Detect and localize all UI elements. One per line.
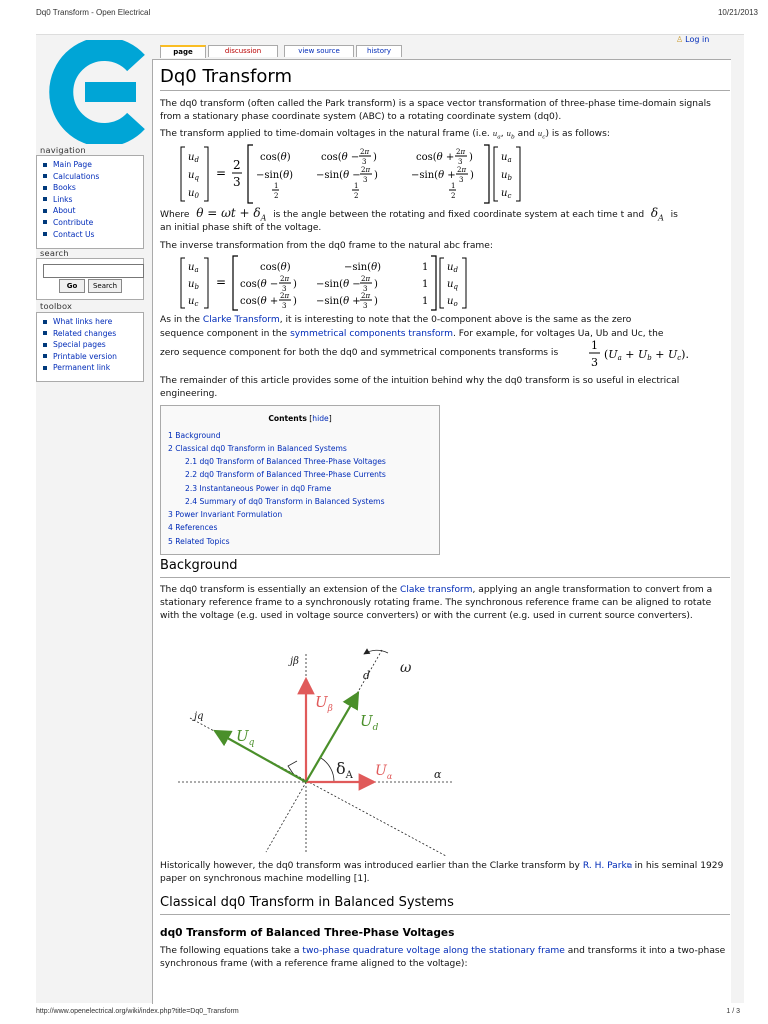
svg-text:1: 1	[422, 262, 429, 273]
svg-text:(Ua + Ub + Uc).: (Ua + Ub + Uc).	[604, 348, 689, 362]
svg-text:3: 3	[233, 175, 241, 189]
svg-text:cos(θ +: cos(θ +	[416, 152, 455, 163]
svg-text:3: 3	[282, 285, 287, 293]
toc-item-references[interactable]: 4 References	[168, 523, 218, 532]
nav-about[interactable]: About	[41, 205, 139, 217]
bullet-icon	[43, 174, 47, 178]
tab-page[interactable]: page	[160, 45, 206, 58]
svg-text:3: 3	[459, 176, 464, 184]
u-d-label: $U_d$	[360, 712, 379, 733]
bullet-icon	[43, 220, 47, 224]
toc-item-power[interactable]: 2.3 Instantaneous Power in dq0 Frame	[185, 484, 332, 493]
clarke-transform-link[interactable]: Clarke Transform	[202, 315, 280, 325]
toc-item-voltages[interactable]: 2.1 dq0 Transform of Balanced Three-Phase Voltages	[185, 457, 386, 466]
svg-text:−sin(θ +: −sin(θ +	[411, 170, 456, 181]
bullet-icon	[43, 186, 47, 190]
nav-books[interactable]: Books	[41, 182, 139, 194]
svg-text:3: 3	[282, 302, 287, 310]
zero-sequence-equation	[588, 336, 708, 370]
toc-item-currents[interactable]: 2.2 dq0 Transform of Balanced Three-Phase Currents	[185, 470, 386, 479]
background-heading: Background	[160, 558, 238, 573]
svg-text:3: 3	[591, 356, 598, 369]
svg-text:3: 3	[458, 158, 463, 166]
navigation-title: navigation	[40, 145, 86, 155]
external-link-icon: ⧉	[626, 862, 632, 870]
page-title: Dq0 Transform	[160, 66, 292, 87]
symmetrical-components-link[interactable]: symmetrical components transform	[290, 329, 453, 339]
svg-text:cos(θ −: cos(θ −	[321, 152, 360, 163]
tab-view-source[interactable]: view source	[284, 45, 354, 57]
nav-contribute[interactable]: Contribute	[41, 217, 139, 229]
user-icon: ♙	[676, 35, 684, 44]
nav-contact-us[interactable]: Contact Us	[41, 229, 139, 241]
svg-text:): )	[469, 152, 473, 163]
search-title: search	[40, 248, 69, 258]
applied-paragraph: The transform applied to time-domain voltages in the natural frame (i.e. $u_a$, $u_b$ and $u_c$) is as follows:	[160, 129, 610, 141]
inverse-transform-equation	[178, 255, 478, 311]
toolbox-title: toolbox	[40, 301, 73, 311]
nav-links[interactable]: Links	[41, 194, 139, 206]
delta-a-label: $\delta_A$	[336, 759, 353, 781]
ub-symbol: $u_b$	[506, 130, 515, 141]
omega-rotation-arrow	[364, 650, 388, 654]
section-rule	[160, 914, 730, 915]
svg-text:2π: 2π	[360, 148, 370, 156]
go-button[interactable]: Go	[59, 279, 85, 293]
toc-item-power-invariant[interactable]: 3 Power Invariant Formulation	[168, 510, 283, 519]
svg-text:2π: 2π	[457, 166, 467, 174]
svg-text:−sin(θ): −sin(θ)	[344, 262, 381, 273]
svg-text:2: 2	[451, 192, 456, 200]
svg-text:ub: $u_b$	[501, 170, 512, 182]
section-rule	[160, 577, 730, 578]
print-header	[0, 0, 768, 18]
svg-text:1: 1	[451, 182, 456, 190]
svg-text:−sin(θ −: −sin(θ −	[316, 170, 361, 181]
svg-text:−sin(θ −: −sin(θ −	[316, 279, 361, 290]
svg-text:2π: 2π	[361, 275, 371, 283]
svg-text:uo: $u_o$	[447, 296, 458, 308]
svg-text:2π: 2π	[361, 292, 371, 300]
svg-text:2π: 2π	[280, 275, 290, 283]
svg-text:ub: $u_b$	[188, 279, 199, 291]
svg-text:ua: $u_a$	[188, 262, 199, 274]
bullet-icon	[43, 366, 47, 370]
u-beta-label: $U_\beta$	[315, 693, 333, 714]
site-logo[interactable]	[38, 40, 152, 144]
svg-text:1: 1	[274, 182, 279, 190]
voltages-subheading: dq0 Transform of Balanced Three-Phase Voltages	[160, 927, 455, 939]
bullet-icon	[43, 331, 47, 335]
toolbox-special-pages[interactable]: Special pages	[41, 339, 139, 351]
bullet-icon	[43, 232, 47, 236]
svg-text:3: 3	[363, 285, 368, 293]
theta-expression: $\theta = \omega t + \delta_A$	[192, 206, 267, 223]
historical-paragraph: Historically however, the dq0 transform was introduced earlier than the Clarke transform by R. H. Park⧉ in his seminal 1929 paper on synchronous machine modelling [1].	[160, 861, 724, 885]
alpha-label: α	[434, 768, 442, 781]
svg-text:ud: $u_d$	[188, 152, 199, 164]
classical-heading: Classical dq0 Transform in Balanced Systems	[160, 895, 454, 910]
classical-paragraph: The following equations take a two-phase quadrature voltage along the stationary frame and transforms it into a two-phase synchronous frame (with a reference frame aligned to the voltage):	[160, 946, 726, 970]
navigation-box	[36, 155, 144, 249]
svg-text:uq: $u_q$	[188, 170, 199, 182]
toc-item-classical[interactable]: 2 Classical dq0 Transform in Balanced Systems	[168, 444, 347, 453]
uc-symbol: $u_c$	[537, 130, 546, 141]
zero-sequence-paragraph: zero sequence component for both the dq0 and symmetrical components transforms is	[160, 348, 559, 358]
svg-text:cos(θ): cos(θ)	[260, 152, 291, 163]
login-link[interactable]	[676, 35, 709, 44]
svg-text:2π: 2π	[456, 148, 466, 156]
toolbox-printable-version[interactable]: Printable version	[41, 351, 139, 363]
svg-text:2: 2	[354, 192, 359, 200]
phase-shift-paragraph: an initial phase shift of the voltage.	[160, 223, 322, 233]
u-q-label: $U_q$	[236, 727, 255, 748]
clarke-paragraph: As in the Clarke Transform, it is interesting to note that the 0-component above is the same as the zero	[160, 315, 632, 325]
background-paragraph: The dq0 transform is essentially an extension of the Clake transform, applying an angle transformation to convert from a stationary reference frame to a synchronously rotating frame. The synchronous reference frame can be aligned to rotate with the voltage (e.g. used in voltage source converters) or with the current (e.g. used in current source converters).	[160, 585, 713, 622]
svg-text:ud: $u_d$	[447, 262, 458, 274]
nav-calculations[interactable]: Calculations	[41, 171, 139, 183]
svg-text:1: 1	[591, 339, 598, 352]
svg-text:uc: $u_c$	[188, 296, 199, 308]
svg-text:3: 3	[363, 302, 368, 310]
jbeta-label: jβ	[290, 656, 299, 667]
bullet-icon	[43, 163, 47, 167]
tab-history[interactable]: history	[356, 45, 402, 57]
park-link[interactable]: R. H. Park⧉	[582, 861, 632, 871]
svg-text:uq: $u_q$	[447, 279, 458, 291]
d-label: d	[363, 669, 371, 682]
svg-text:2: 2	[274, 192, 279, 200]
svg-text:): )	[470, 170, 474, 181]
delta-angle-arc	[321, 758, 334, 782]
bullet-icon	[43, 320, 47, 324]
table-of-contents	[160, 405, 440, 555]
bullet-icon	[43, 197, 47, 201]
svg-text:3: 3	[363, 176, 368, 184]
toolbox-related-changes[interactable]: Related changes	[41, 328, 139, 340]
login-label: Log in	[685, 35, 710, 44]
svg-text:): )	[374, 170, 378, 181]
nav-main-page[interactable]: Main Page	[41, 159, 139, 171]
svg-text:1: 1	[422, 296, 429, 307]
inverse-paragraph: The inverse transformation from the dq0 frame to the natural abc frame:	[160, 241, 493, 251]
svg-text:): )	[374, 279, 378, 290]
intro-paragraph: The dq0 transform (often called the Park transform) is a space vector transformation of three-phase time-domain signals from a stationary phase coordinate system (ABC) to a rotating coordinate system (dq0).	[160, 99, 711, 123]
jq-label: jq	[194, 711, 204, 722]
omega-label: ω	[400, 660, 412, 676]
svg-text:): )	[373, 152, 377, 163]
forward-transform-equation	[178, 143, 538, 205]
svg-text:2: 2	[233, 158, 241, 172]
svg-text:cos(θ +: cos(θ +	[240, 296, 279, 307]
tab-discussion[interactable]: discussion	[208, 45, 278, 57]
svg-text:u0: $u_0$	[188, 188, 199, 200]
toolbox-box	[36, 312, 144, 382]
toc-hide-link[interactable]: hide	[312, 414, 329, 423]
toolbox-what-links-here[interactable]: What links here	[41, 316, 139, 328]
toc-item-summary[interactable]: 2.4 Summary of dq0 Transform in Balanced Systems	[185, 497, 385, 506]
toc-title: Contents [hide]	[268, 414, 332, 423]
svg-text:2π: 2π	[361, 166, 371, 174]
ua-symbol: $u_a$	[492, 130, 501, 141]
print-header-date: 10/21/2013	[717, 8, 758, 17]
svg-text:cos(θ −: cos(θ −	[240, 279, 279, 290]
delta-a-symbol: $\delta_A$	[647, 206, 664, 223]
remainder-paragraph: The remainder of this article provides some of the intuition behind why the dq0 transform is so useful in electrical engineering.	[160, 376, 680, 400]
title-rule	[160, 90, 730, 91]
svg-text:1: 1	[422, 279, 429, 290]
dq0-vector-diagram	[176, 646, 456, 856]
toolbox-permanent-link[interactable]: Permanent link	[41, 362, 139, 374]
svg-text:cos(θ): cos(θ)	[260, 262, 291, 273]
toc-item-related-topics[interactable]: 5 Related Topics	[168, 537, 230, 546]
svg-text:=: =	[216, 275, 227, 289]
u-q-vector	[215, 731, 306, 782]
svg-text:1: 1	[354, 182, 359, 190]
bullet-icon	[43, 343, 47, 347]
svg-text:): )	[293, 296, 297, 307]
print-header-title: Dq0 Transform - Open Electrical	[36, 8, 151, 17]
svg-text:2π: 2π	[280, 292, 290, 300]
svg-text:): )	[293, 279, 297, 290]
search-button[interactable]: Search	[88, 279, 122, 293]
bullet-icon	[43, 354, 47, 358]
where-paragraph: Where $\theta = \omega t + \delta_A$ is the angle between the rotating and fixed coordinate system at each time t and $\delta_A$ is	[160, 206, 678, 223]
toc-item-background[interactable]: 1 Background	[168, 431, 221, 440]
svg-text:−sin(θ +: −sin(θ +	[316, 296, 361, 307]
svg-text:ua: $u_a$	[501, 152, 512, 164]
svg-text:): )	[374, 296, 378, 307]
svg-text:=: =	[216, 166, 227, 180]
two-phase-quadrature-link[interactable]: two-phase quadrature voltage along the stationary frame	[302, 946, 565, 956]
sequence-paragraph: sequence component in the symmetrical components transform. For example, for voltages Ua, Ub and Uc, the	[160, 329, 664, 339]
clake-transform-link[interactable]: Clake transform	[400, 585, 473, 595]
bullet-icon	[43, 209, 47, 213]
print-footer	[0, 1004, 768, 1024]
u-alpha-label: $U_\alpha$	[375, 763, 393, 781]
svg-text:3: 3	[362, 158, 367, 166]
search-input[interactable]	[43, 264, 144, 278]
svg-text:uc: $u_c$	[501, 188, 512, 200]
print-footer-page: 1 / 3	[726, 1008, 740, 1015]
svg-text:−sin(θ): −sin(θ)	[256, 170, 293, 181]
print-footer-url: http://www.openelectrical.org/wiki/index.php?title=Dq0_Transform	[36, 1008, 239, 1015]
